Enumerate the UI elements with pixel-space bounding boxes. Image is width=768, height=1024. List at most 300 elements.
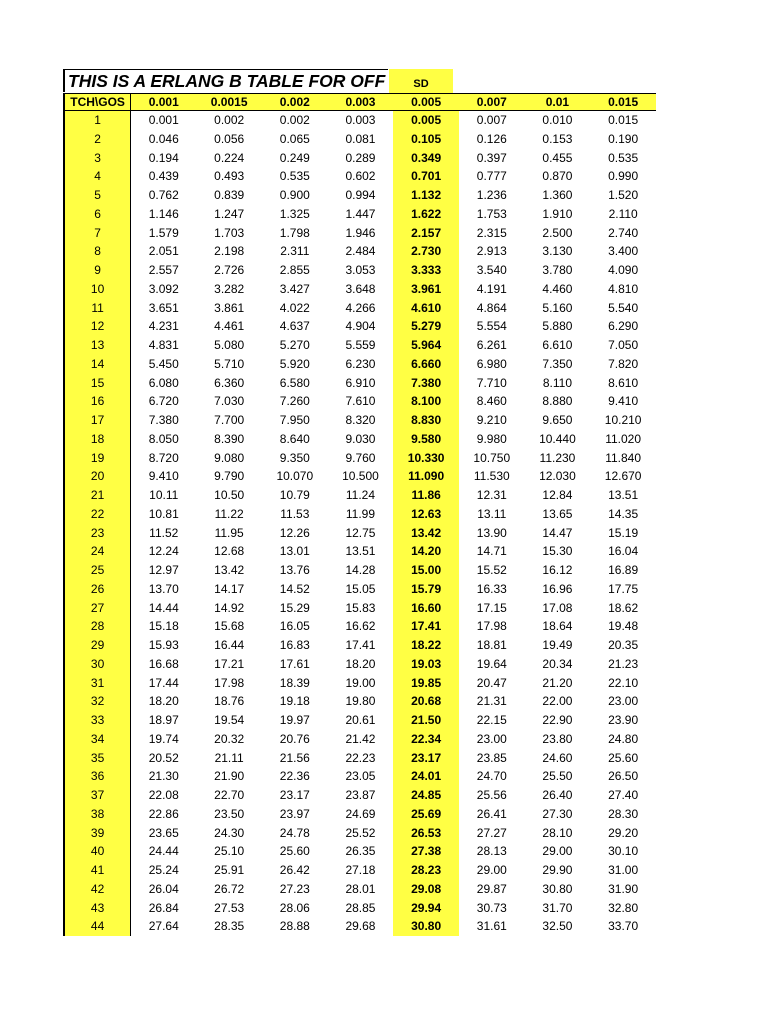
table-cell: 12.31: [476, 488, 507, 502]
table-cell: 10.79: [279, 488, 310, 502]
table-cell: 5.710: [214, 356, 245, 371]
table-cell: 7.820: [608, 356, 639, 371]
table-cell: 26.84: [148, 900, 179, 915]
tch-cell: 2: [64, 130, 131, 149]
title-row: [63, 69, 656, 93]
table-cell: 3.861: [214, 300, 245, 315]
tch-cell: 7: [64, 224, 131, 243]
table-cell: 11.22: [214, 506, 244, 521]
table-cell: 3.651: [148, 300, 179, 315]
tch-cell: 40: [64, 842, 131, 861]
sd-cell: 29.94: [393, 899, 459, 918]
column-header: 0.007: [459, 94, 525, 111]
sd-cell: 7.380: [393, 374, 459, 393]
table-cell: 6.980: [476, 356, 507, 371]
table-row: [64, 392, 656, 411]
table-cell: 23.50: [214, 806, 245, 821]
table-cell: 9.410: [148, 469, 179, 484]
table-cell: 17.15: [476, 600, 507, 615]
tch-cell: 26: [64, 580, 131, 599]
table-cell: 13.70: [148, 581, 179, 596]
table-title: THIS IS A ERLANG B TABLE FOR OFF: [63, 69, 388, 92]
table-cell: 25.24: [148, 863, 179, 877]
table-row: [64, 449, 656, 468]
table-row: [64, 524, 656, 543]
table-row: [64, 655, 656, 674]
table-cell: 12.26: [279, 525, 310, 540]
table-cell: 19.64: [476, 656, 507, 671]
sd-cell: 15.79: [393, 580, 459, 599]
table-cell: 0.001: [148, 113, 179, 127]
table-cell: 8.460: [476, 394, 507, 409]
sd-cell: 6.660: [393, 355, 459, 374]
table-cell: 15.52: [476, 563, 507, 577]
table-cell: 6.610: [542, 338, 573, 352]
table-cell: 10.440: [539, 431, 576, 446]
table-cell: 23.85: [476, 750, 507, 765]
table-cell: 29.87: [476, 881, 507, 896]
table-cell: 12.97: [148, 563, 179, 577]
table-cell: 0.397: [476, 150, 507, 165]
table-cell: 19.18: [279, 694, 310, 709]
table-cell: 30.73: [476, 900, 507, 915]
sd-cell: 28.23: [393, 861, 459, 880]
table-cell: 10.50: [214, 488, 245, 502]
table-cell: 15.83: [345, 600, 376, 615]
table-cell: 32.80: [608, 900, 639, 915]
table-cell: 0.126: [476, 131, 507, 146]
table-cell: 8.110: [542, 375, 572, 390]
sd-cell: 5.964: [393, 336, 459, 355]
table-cell: 9.350: [279, 450, 310, 465]
table-row: [64, 149, 656, 168]
table-cell: 16.44: [214, 638, 245, 652]
table-cell: 2.198: [214, 244, 245, 259]
table-cell: 1.798: [279, 225, 310, 240]
table-cell: 24.60: [542, 750, 573, 765]
sd-cell: 25.69: [393, 805, 459, 824]
table-row: [64, 917, 656, 936]
table-cell: 7.260: [279, 394, 310, 409]
sd-cell: 9.580: [393, 430, 459, 449]
table-cell: 0.065: [279, 131, 310, 146]
sd-cell: 30.80: [393, 917, 459, 936]
table-cell: 0.190: [608, 131, 639, 146]
table-cell: 0.493: [214, 169, 245, 184]
table-cell: 5.270: [279, 338, 310, 352]
tch-cell: 9: [64, 261, 131, 280]
table-cell: 2.484: [345, 244, 376, 259]
table-cell: 11.53: [280, 506, 310, 521]
sd-cell: 24.01: [393, 767, 459, 786]
tch-cell: 43: [64, 899, 131, 918]
table-cell: 2.855: [279, 263, 310, 277]
table-cell: 19.48: [608, 619, 639, 634]
table-cell: 0.439: [148, 169, 179, 184]
tch-cell: 39: [64, 824, 131, 843]
table-cell: 24.69: [345, 806, 376, 821]
table-row: [64, 355, 656, 374]
table-cell: 7.050: [608, 338, 639, 352]
table-cell: 9.790: [214, 469, 245, 484]
table-cell: 18.62: [608, 600, 639, 615]
table-cell: 26.04: [148, 881, 179, 896]
table-cell: 6.910: [345, 375, 376, 390]
table-cell: 11.530: [473, 469, 510, 484]
table-cell: 8.390: [214, 431, 245, 446]
table-row: [64, 374, 656, 393]
erlang-b-sheet: [63, 69, 656, 936]
table-cell: 28.35: [214, 919, 245, 934]
table-cell: 25.60: [279, 844, 310, 859]
table-cell: 26.35: [345, 844, 376, 859]
sd-cell: 19.85: [393, 674, 459, 693]
table-cell: 16.62: [345, 619, 376, 634]
table-cell: 9.650: [542, 413, 573, 427]
table-cell: 21.20: [542, 675, 573, 690]
table-cell: 12.24: [148, 544, 179, 559]
table-cell: 27.64: [148, 919, 179, 934]
table-cell: 25.50: [542, 769, 573, 784]
tch-cell: 28: [64, 617, 131, 636]
table-row: [64, 861, 656, 880]
table-cell: 6.261: [476, 338, 507, 352]
tch-cell: 44: [64, 917, 131, 936]
tch-cell: 34: [64, 730, 131, 749]
table-cell: 0.994: [345, 188, 376, 202]
tch-cell: 32: [64, 692, 131, 711]
table-cell: 0.602: [345, 169, 376, 184]
table-cell: 1.910: [542, 206, 573, 221]
sd-cell: 0.701: [393, 167, 459, 186]
table-cell: 26.42: [279, 863, 310, 877]
table-cell: 2.311: [280, 244, 310, 259]
table-cell: 14.17: [214, 581, 245, 596]
table-cell: 31.90: [608, 881, 639, 896]
sd-cell: 14.20: [393, 542, 459, 561]
table-cell: 5.880: [542, 319, 573, 334]
table-cell: 5.540: [608, 300, 639, 315]
table-cell: 9.980: [476, 431, 507, 446]
table-cell: 30.10: [608, 844, 639, 859]
table-row: [64, 692, 656, 711]
table-cell: 19.97: [279, 713, 310, 727]
table-cell: 14.28: [345, 563, 376, 577]
sd-cell: 12.63: [393, 505, 459, 524]
table-cell: 22.36: [279, 769, 310, 784]
sd-cell: 4.610: [393, 299, 459, 318]
table-cell: 25.52: [345, 825, 376, 840]
table-cell: 1.447: [345, 206, 376, 221]
table-cell: 0.010: [542, 113, 573, 127]
table-cell: 9.080: [214, 450, 245, 465]
table-row: [64, 749, 656, 768]
table-cell: 0.839: [214, 188, 245, 202]
table-cell: 26.72: [214, 881, 245, 896]
tch-cell: 23: [64, 524, 131, 543]
column-header: 0.015: [590, 94, 656, 111]
table-cell: 28.01: [345, 881, 376, 896]
table-row: [64, 899, 656, 918]
table-cell: 13.76: [279, 563, 310, 577]
table-row: [64, 505, 656, 524]
table-cell: 2.740: [608, 225, 639, 240]
table-cell: 3.130: [542, 244, 573, 259]
column-header-tch-gos: TCH\GOS: [64, 94, 131, 111]
table-cell: 11.24: [345, 488, 376, 502]
table-cell: 3.053: [345, 263, 376, 277]
sd-cell: 5.279: [393, 317, 459, 336]
tch-cell: 3: [64, 149, 131, 168]
table-cell: 7.030: [214, 394, 245, 409]
table-cell: 16.12: [542, 563, 573, 577]
sd-cell: 0.349: [393, 149, 459, 168]
table-cell: 6.230: [345, 356, 376, 371]
table-cell: 7.350: [542, 356, 573, 371]
table-row: [64, 617, 656, 636]
table-cell: 22.00: [542, 694, 573, 709]
column-header: 0.002: [262, 94, 328, 111]
table-cell: 16.68: [148, 656, 179, 671]
tch-cell: 22: [64, 505, 131, 524]
table-cell: 17.98: [214, 675, 245, 690]
tch-cell: 6: [64, 205, 131, 224]
table-cell: 13.51: [345, 544, 376, 559]
tch-cell: 37: [64, 786, 131, 805]
sd-cell: 0.005: [393, 111, 459, 130]
tch-cell: 20: [64, 467, 131, 486]
tch-cell: 13: [64, 336, 131, 355]
table-cell: 22.10: [608, 675, 639, 690]
table-row: [64, 336, 656, 355]
table-cell: 27.18: [345, 863, 376, 877]
table-cell: 4.460: [542, 281, 573, 296]
table-cell: 2.315: [476, 225, 507, 240]
table-cell: 7.700: [214, 413, 245, 427]
table-cell: 11.52: [149, 525, 179, 540]
table-cell: 20.35: [608, 638, 639, 652]
table-cell: 3.648: [345, 281, 376, 296]
table-cell: 0.762: [148, 188, 179, 202]
tch-cell: 33: [64, 711, 131, 730]
tch-cell: 8: [64, 242, 131, 261]
table-cell: 15.29: [279, 600, 310, 615]
table-cell: 14.71: [476, 544, 507, 559]
sd-cell: 2.730: [393, 242, 459, 261]
table-cell: 21.30: [148, 769, 179, 784]
table-cell: 16.89: [608, 563, 639, 577]
table-cell: 5.559: [345, 338, 376, 352]
table-row: [64, 542, 656, 561]
table-cell: 29.90: [542, 863, 573, 877]
table-cell: 11.230: [539, 450, 576, 465]
table-cell: 1.753: [476, 206, 507, 221]
table-cell: 4.022: [279, 300, 310, 315]
table-cell: 24.78: [279, 825, 310, 840]
table-row: [64, 824, 656, 843]
table-cell: 22.90: [542, 713, 573, 727]
table-cell: 10.750: [473, 450, 511, 465]
tch-cell: 18: [64, 430, 131, 449]
table-cell: 11.99: [345, 506, 376, 521]
table-cell: 0.056: [214, 131, 245, 146]
table-cell: 1.146: [148, 206, 179, 221]
table-cell: 21.23: [608, 656, 639, 671]
table-cell: 13.65: [542, 506, 573, 521]
table-cell: 26.50: [608, 769, 639, 784]
table-cell: 28.88: [279, 919, 310, 934]
table-cell: 20.52: [148, 750, 179, 765]
table-cell: 2.726: [214, 263, 245, 277]
tch-cell: 16: [64, 392, 131, 411]
column-header: 0.01: [525, 94, 591, 111]
table-cell: 20.76: [279, 731, 310, 746]
table-cell: 4.864: [476, 300, 507, 315]
table-cell: 27.23: [279, 881, 310, 896]
table-cell: 20.47: [476, 675, 507, 690]
table-cell: 0.002: [279, 113, 310, 127]
table-cell: 21.42: [345, 731, 376, 746]
table-cell: 18.20: [345, 656, 376, 671]
table-cell: 0.015: [608, 113, 639, 127]
table-cell: 2.913: [476, 244, 507, 259]
table-row: [64, 599, 656, 618]
table-cell: 13.01: [279, 544, 310, 559]
table-cell: 21.11: [214, 750, 244, 765]
table-cell: 13.42: [214, 563, 245, 577]
sd-cell: 1.132: [393, 186, 459, 205]
table-cell: 16.05: [279, 619, 310, 634]
table-row: [64, 880, 656, 899]
table-cell: 26.41: [476, 806, 507, 821]
table-cell: 9.410: [608, 394, 639, 409]
header-row: [64, 94, 656, 111]
table-cell: 16.96: [542, 581, 573, 596]
table-cell: 17.98: [476, 619, 507, 634]
table-cell: 29.00: [542, 844, 573, 859]
table-row: [64, 636, 656, 655]
table-cell: 1.579: [148, 225, 179, 240]
table-cell: 18.64: [542, 619, 573, 634]
table-cell: 9.760: [345, 450, 376, 465]
table-cell: 19.49: [542, 638, 573, 652]
table-cell: 0.900: [279, 188, 310, 202]
table-cell: 8.610: [608, 375, 639, 390]
table-cell: 28.06: [279, 900, 310, 915]
table-cell: 27.40: [608, 788, 639, 802]
table-cell: 1.703: [214, 225, 245, 240]
table-row: [64, 467, 656, 486]
table-cell: 0.249: [279, 150, 310, 165]
table-cell: 6.720: [148, 394, 179, 409]
sd-cell: 24.85: [393, 786, 459, 805]
table-cell: 0.007: [476, 113, 507, 127]
table-cell: 12.68: [214, 544, 245, 559]
table-cell: 4.090: [608, 263, 639, 277]
table-cell: 31.61: [476, 919, 507, 934]
sd-cell: 26.53: [393, 824, 459, 843]
table-cell: 22.86: [148, 806, 179, 821]
table-row: [64, 167, 656, 186]
table-cell: 28.30: [608, 806, 639, 821]
table-cell: 11.840: [605, 450, 642, 465]
sd-cell: 11.86: [393, 486, 459, 505]
table-cell: 8.640: [279, 431, 310, 446]
table-cell: 18.97: [148, 713, 179, 727]
table-cell: 20.32: [214, 731, 245, 746]
table-cell: 23.17: [279, 788, 310, 802]
tch-cell: 25: [64, 561, 131, 580]
table-cell: 5.450: [148, 356, 179, 371]
table-cell: 26.40: [542, 788, 573, 802]
tch-cell: 29: [64, 636, 131, 655]
table-cell: 4.810: [608, 281, 639, 296]
table-cell: 15.05: [345, 581, 376, 596]
table-row: [64, 186, 656, 205]
table-cell: 29.00: [476, 863, 507, 877]
table-cell: 1.946: [345, 225, 376, 240]
table-cell: 1.360: [542, 188, 573, 202]
table-cell: 6.580: [279, 375, 310, 390]
table-cell: 25.60: [608, 750, 639, 765]
tch-cell: 11: [64, 299, 131, 318]
table-cell: 0.046: [148, 131, 179, 146]
table-cell: 0.535: [279, 169, 310, 184]
table-cell: 10.11: [149, 488, 179, 502]
table-cell: 10.500: [342, 469, 379, 484]
table-cell: 24.44: [148, 844, 179, 859]
table-cell: 28.85: [345, 900, 376, 915]
table-cell: 19.74: [148, 731, 179, 746]
table-row: [64, 242, 656, 261]
table-row: [64, 580, 656, 599]
table-cell: 2.557: [148, 263, 179, 277]
table-cell: 18.20: [148, 694, 179, 709]
table-row: [64, 280, 656, 299]
table-row: [64, 261, 656, 280]
table-cell: 0.535: [608, 150, 639, 165]
table-cell: 29.68: [345, 919, 376, 934]
table-cell: 4.904: [345, 319, 376, 334]
table-cell: 0.081: [345, 131, 376, 146]
table-cell: 15.19: [608, 525, 639, 540]
table-cell: 0.870: [542, 169, 573, 184]
column-header: 0.003: [328, 94, 394, 111]
table-cell: 27.30: [542, 806, 573, 821]
table-row: [64, 842, 656, 861]
table-cell: 4.266: [345, 300, 376, 315]
table-row: [64, 486, 656, 505]
table-cell: 1.236: [476, 188, 507, 202]
table-row: [64, 111, 656, 130]
tch-cell: 10: [64, 280, 131, 299]
table-row: [64, 561, 656, 580]
table-cell: 29.20: [608, 825, 639, 840]
table-row: [64, 130, 656, 149]
table-cell: 21.56: [279, 750, 310, 765]
tch-cell: 12: [64, 317, 131, 336]
tch-cell: 42: [64, 880, 131, 899]
tch-cell: 15: [64, 374, 131, 393]
table-cell: 14.92: [214, 600, 245, 615]
sd-cell: 27.38: [393, 842, 459, 861]
table-cell: 16.04: [608, 544, 639, 559]
table-cell: 4.637: [279, 319, 310, 334]
table-cell: 17.41: [345, 638, 376, 652]
table-cell: 23.90: [608, 713, 639, 727]
table-cell: 22.15: [476, 713, 507, 727]
table-cell: 8.720: [148, 450, 179, 465]
